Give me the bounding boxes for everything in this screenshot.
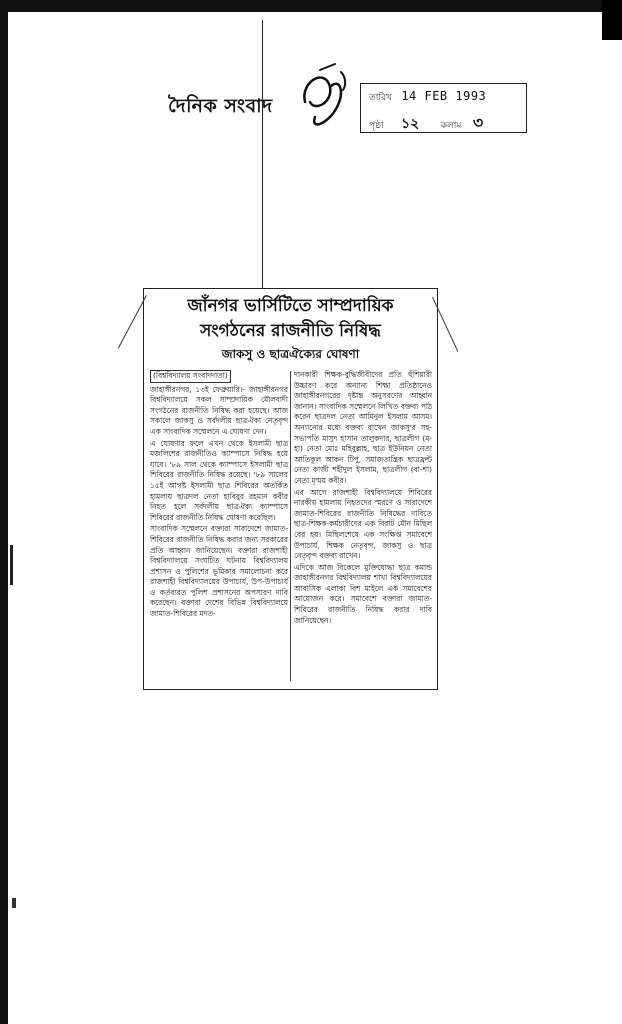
subheadline: জাকসু ও ছাত্রঐক্যের ঘোষণা	[221, 347, 360, 361]
stamp-column-label: কলাম	[440, 121, 462, 131]
headline-line-2: সংগঠনের রাজনীতি নিষিদ্ধ	[200, 321, 381, 341]
scan-edge-top	[0, 0, 622, 12]
byline: (বিশ্ববিদ্যালয় সংবাদদাতা)	[150, 370, 231, 383]
stamp-date-row	[369, 89, 486, 105]
article-paragraph: দানকারী শিক্ষক-বুদ্ধিজীবীদের প্রতি হুঁশিয়ারী উচ্চারণ করে অন্যান্য শিক্ষা প্রতিষ্ঠানেও জাহাঙ্গীরনগরের দৃষ্টান্ত অনুসরণের আহ্বান জানান। সাংবাদিক সম্মেলনে লিখিত বক্তব্য পাঠ করেন ছাত্রদল নেতা আমিনুল ইসলাম আসম। অন্যান্যের মধ্যে বক্তব্য রাখেন জাকসু'র সহ-সভাপতি মাসুদ হাসান তালুকদার, ছাত্রলীগ (ম-হা) নেতা মোঃ মহিবুল্লাহ, ছাত্র ইউনিয়ন নেতা আতিকুল আকন টিপু, সমাজতান্ত্রিক ছাত্রফ্রন্ট নেতা কাজী শহীদুল ইসলাম, ছাত্রলীগ (বা-শা) নেতা মৃণ্ময় কবীর।	[294, 370, 432, 485]
stamp-date-value: 14 FEB 1993	[401, 89, 487, 103]
article-column-left	[150, 370, 288, 621]
column-divider	[290, 371, 291, 681]
scan-edge-corner	[602, 0, 622, 40]
scan-edge-notch	[250, 12, 330, 18]
article-paragraph: এ ঘোষণার ফলে এখন থেকে ইসলামী ছাত্র মজলিশের রাজনীতিও ক্যাম্পাসে নিষিদ্ধ হয়ে যাবে। '৮৯ সাল থেকে ক্যাম্পাসে ইসলামী ছাত্র শিবিরের রাজনীতি নিষিদ্ধ রয়েছে। '৮৯ সালের ১৫ই আগষ্ট ইসলামী ছাত্র শিবিরের অতর্কিত হামলায় ছাত্রদল নেতা হাবিবুর রহমান কবীর নিহত হলে সর্বদলীয় ছাত্রঐক্য ক্যাম্পাসে শিবিরের রাজনীতি নিষিদ্ধ ঘোষণা করেছিল।	[150, 438, 288, 522]
archive-stamp	[360, 83, 527, 133]
scan-edge-left	[0, 0, 8, 1024]
article-column-right	[294, 370, 432, 627]
article-paragraph: জাহাঙ্গীরনগর, ১৩ই ফেব্রুয়ারি।- জাহাঙ্গীরনগর বিশ্ববিদ্যালয়ে সকল সাম্প্রদায়িক মৌলবাদী সংগঠনের রাজনীতি নিষিদ্ধ করা হয়েছে। আজ সকালে জাকসু ও সর্বদলীয় ছাত্রঐক্য নেতৃবৃন্দ এক সাংবাদিক সম্মেলনে এ ঘোষণা দেন।	[150, 384, 288, 436]
stamp-date-label: তারিখ	[369, 93, 392, 103]
clip-slash-mark	[118, 295, 147, 348]
article-paragraph: এদিকে আজ বিকেলে মুক্তিযোদ্ধা ছাত্র কমান্ড জাহাঙ্গীরনগর বিশ্ববিদ্যালয় শাখা বিশ্ববিদ্যালয়ের আবাসিক এলাকা বিশ মাইলে এক সমাবেশের আয়োজন করে। সমাবেশে বক্তারা জামাত-শিবিরের রাজনীতি নিষিদ্ধ করার দাবি জানিয়েছেন।	[294, 562, 432, 625]
stamp-page-value: ১২	[401, 116, 420, 132]
handwritten-mark-icon	[295, 62, 353, 142]
scan-mark	[12, 898, 16, 908]
headline-line-1: জাঁনগর ভার্সিটিতে সাম্প্রদায়িক	[187, 296, 394, 316]
news-clipping	[143, 288, 438, 690]
article-paragraph: এর আগে রাজশাহী বিশ্ববিদ্যালয়ে শিবিরের নারকীয় হামলায় নিহতদের স্মরণে ও সারাদেশে জামাত-শিবিরের রাজনীতি নিষিদ্ধের দাবিতে ছাত্র-শিক্ষক-কর্মচারীদের এক বিরাট মৌন মিছিল বের হয়। মিছিলশেষে এক সংক্ষিপ্ত সমাবেশে উপাচার্য, শিক্ষক নেতৃবৃন্দ, জাকসু ও ছাত্র নেতৃবৃন্দ বক্তব্য রাখেন।	[294, 487, 432, 561]
fold-line	[262, 20, 263, 320]
article-paragraph: সাংবাদিক সম্মেলনে বক্তারা সারাদেশে জামাত-শিবিরের রাজনীতি নিষিদ্ধ করার জন্য সরকারের প্রতি আহ্বান জানিয়েছেন। বক্তারা রাজশাহী বিশ্ববিদ্যালয়ে সংঘটিত ঘটনায় বিশ্ববিদ্যালয় প্রশাসন ও পুলিশের ভূমিকার সমালোচনা করে রাজশাহী বিশ্ববিদ্যালয়ের উপাচার্য, উপ-উপাচার্য ও কর্তব্যরত পুলিশ প্রশাসনের অপসারণ দাবি করেছেন। বক্তারা দেশের বিভিন্ন বিশ্ববিদ্যালয়ে জামাত-শিবিরের মদত-	[150, 524, 288, 619]
newspaper-name: দৈনিক সংবাদ	[168, 95, 273, 117]
stamp-page-label: পৃষ্ঠা	[369, 121, 384, 131]
stamp-column-value: ৩	[472, 113, 484, 132]
stamp-page-row	[369, 110, 483, 137]
scan-mark	[10, 545, 19, 585]
